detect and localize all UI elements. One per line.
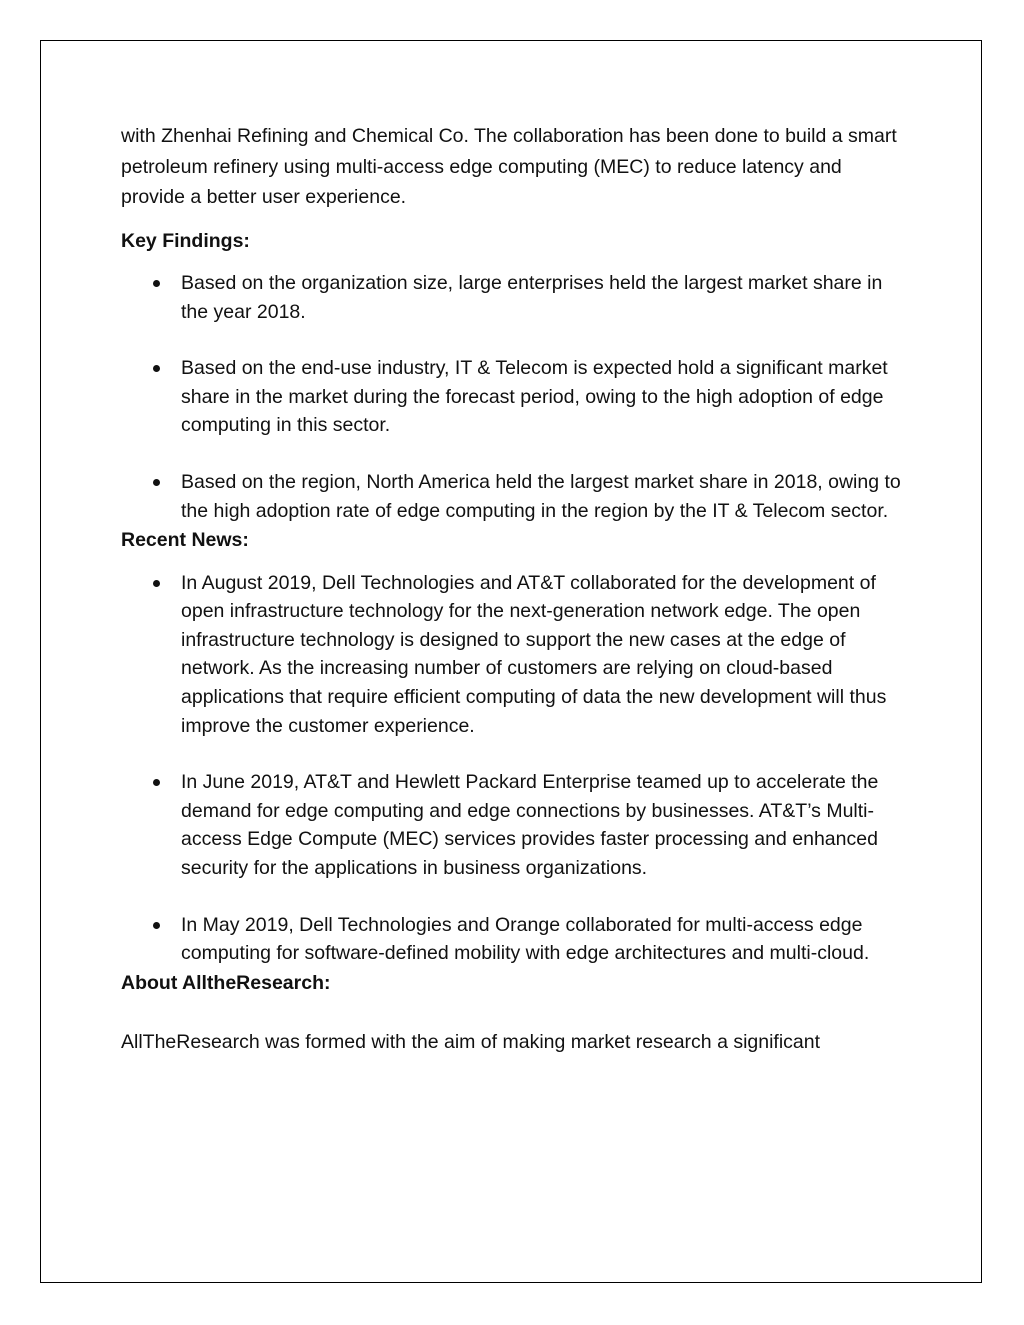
- about-heading: About AlltheResearch:: [121, 971, 331, 994]
- document-body: [121, 121, 911, 1058]
- list-item: [121, 768, 911, 882]
- list-item-text: In May 2019, Dell Technologies and Orange collaborated for multi-access edge computing for software-defined mobility with edge architectures and multi-cloud.: [181, 913, 870, 965]
- about-paragraph: AllTheResearch was formed with the aim of making market research a significant: [121, 1031, 821, 1054]
- key-findings-list: [121, 269, 911, 525]
- list-item: [121, 911, 911, 968]
- recent-news-list: [121, 569, 911, 968]
- key-findings-heading: Key Findings:: [121, 229, 250, 252]
- list-item-text: In August 2019, Dell Technologies and AT&T collaborated for the development of open infrastructure technology for the next-generation network edge. The open infrastructure technology is designed to support the new cases at the edge of network. As the increasing number of customers are relying on cloud-based applications that require efficient computing of data the new development will thus improve the customer experience.: [181, 571, 887, 737]
- list-item-text: Based on the region, North America held the largest market share in 2018, owing to the high adoption rate of edge computing in the region by the IT & Telecom sector.: [181, 470, 901, 522]
- list-item-text: In June 2019, AT&T and Hewlett Packard Enterprise teamed up to accelerate the demand for edge computing and edge connections by businesses. AT&T’s Multi-access Edge Compute (MEC) services provides faster processing and enhanced security for the applications in business organizations.: [181, 771, 879, 879]
- bullet-icon: [153, 580, 160, 587]
- bullet-icon: [153, 365, 160, 372]
- recent-news-heading: Recent News:: [121, 529, 249, 552]
- bullet-icon: [153, 922, 160, 929]
- list-item: [121, 269, 911, 326]
- bullet-icon: [153, 280, 160, 287]
- list-item: [121, 354, 911, 440]
- bullet-icon: [153, 779, 160, 786]
- intro-paragraph: with Zhenhai Refining and Chemical Co. The collaboration has been done to build a smart petroleum refinery using multi-access edge computing (MEC) to reduce latency and provide a better user experience.: [121, 125, 897, 208]
- list-item: [121, 569, 911, 741]
- bullet-icon: [153, 479, 160, 486]
- list-item: [121, 468, 911, 525]
- list-item-text: Based on the organization size, large enterprises held the largest market share in the year 2018.: [181, 272, 883, 323]
- list-item-text: Based on the end-use industry, IT & Telecom is expected hold a significant market share in the market during the forecast period, owing to the high adoption of edge computing in this sector.: [181, 357, 888, 437]
